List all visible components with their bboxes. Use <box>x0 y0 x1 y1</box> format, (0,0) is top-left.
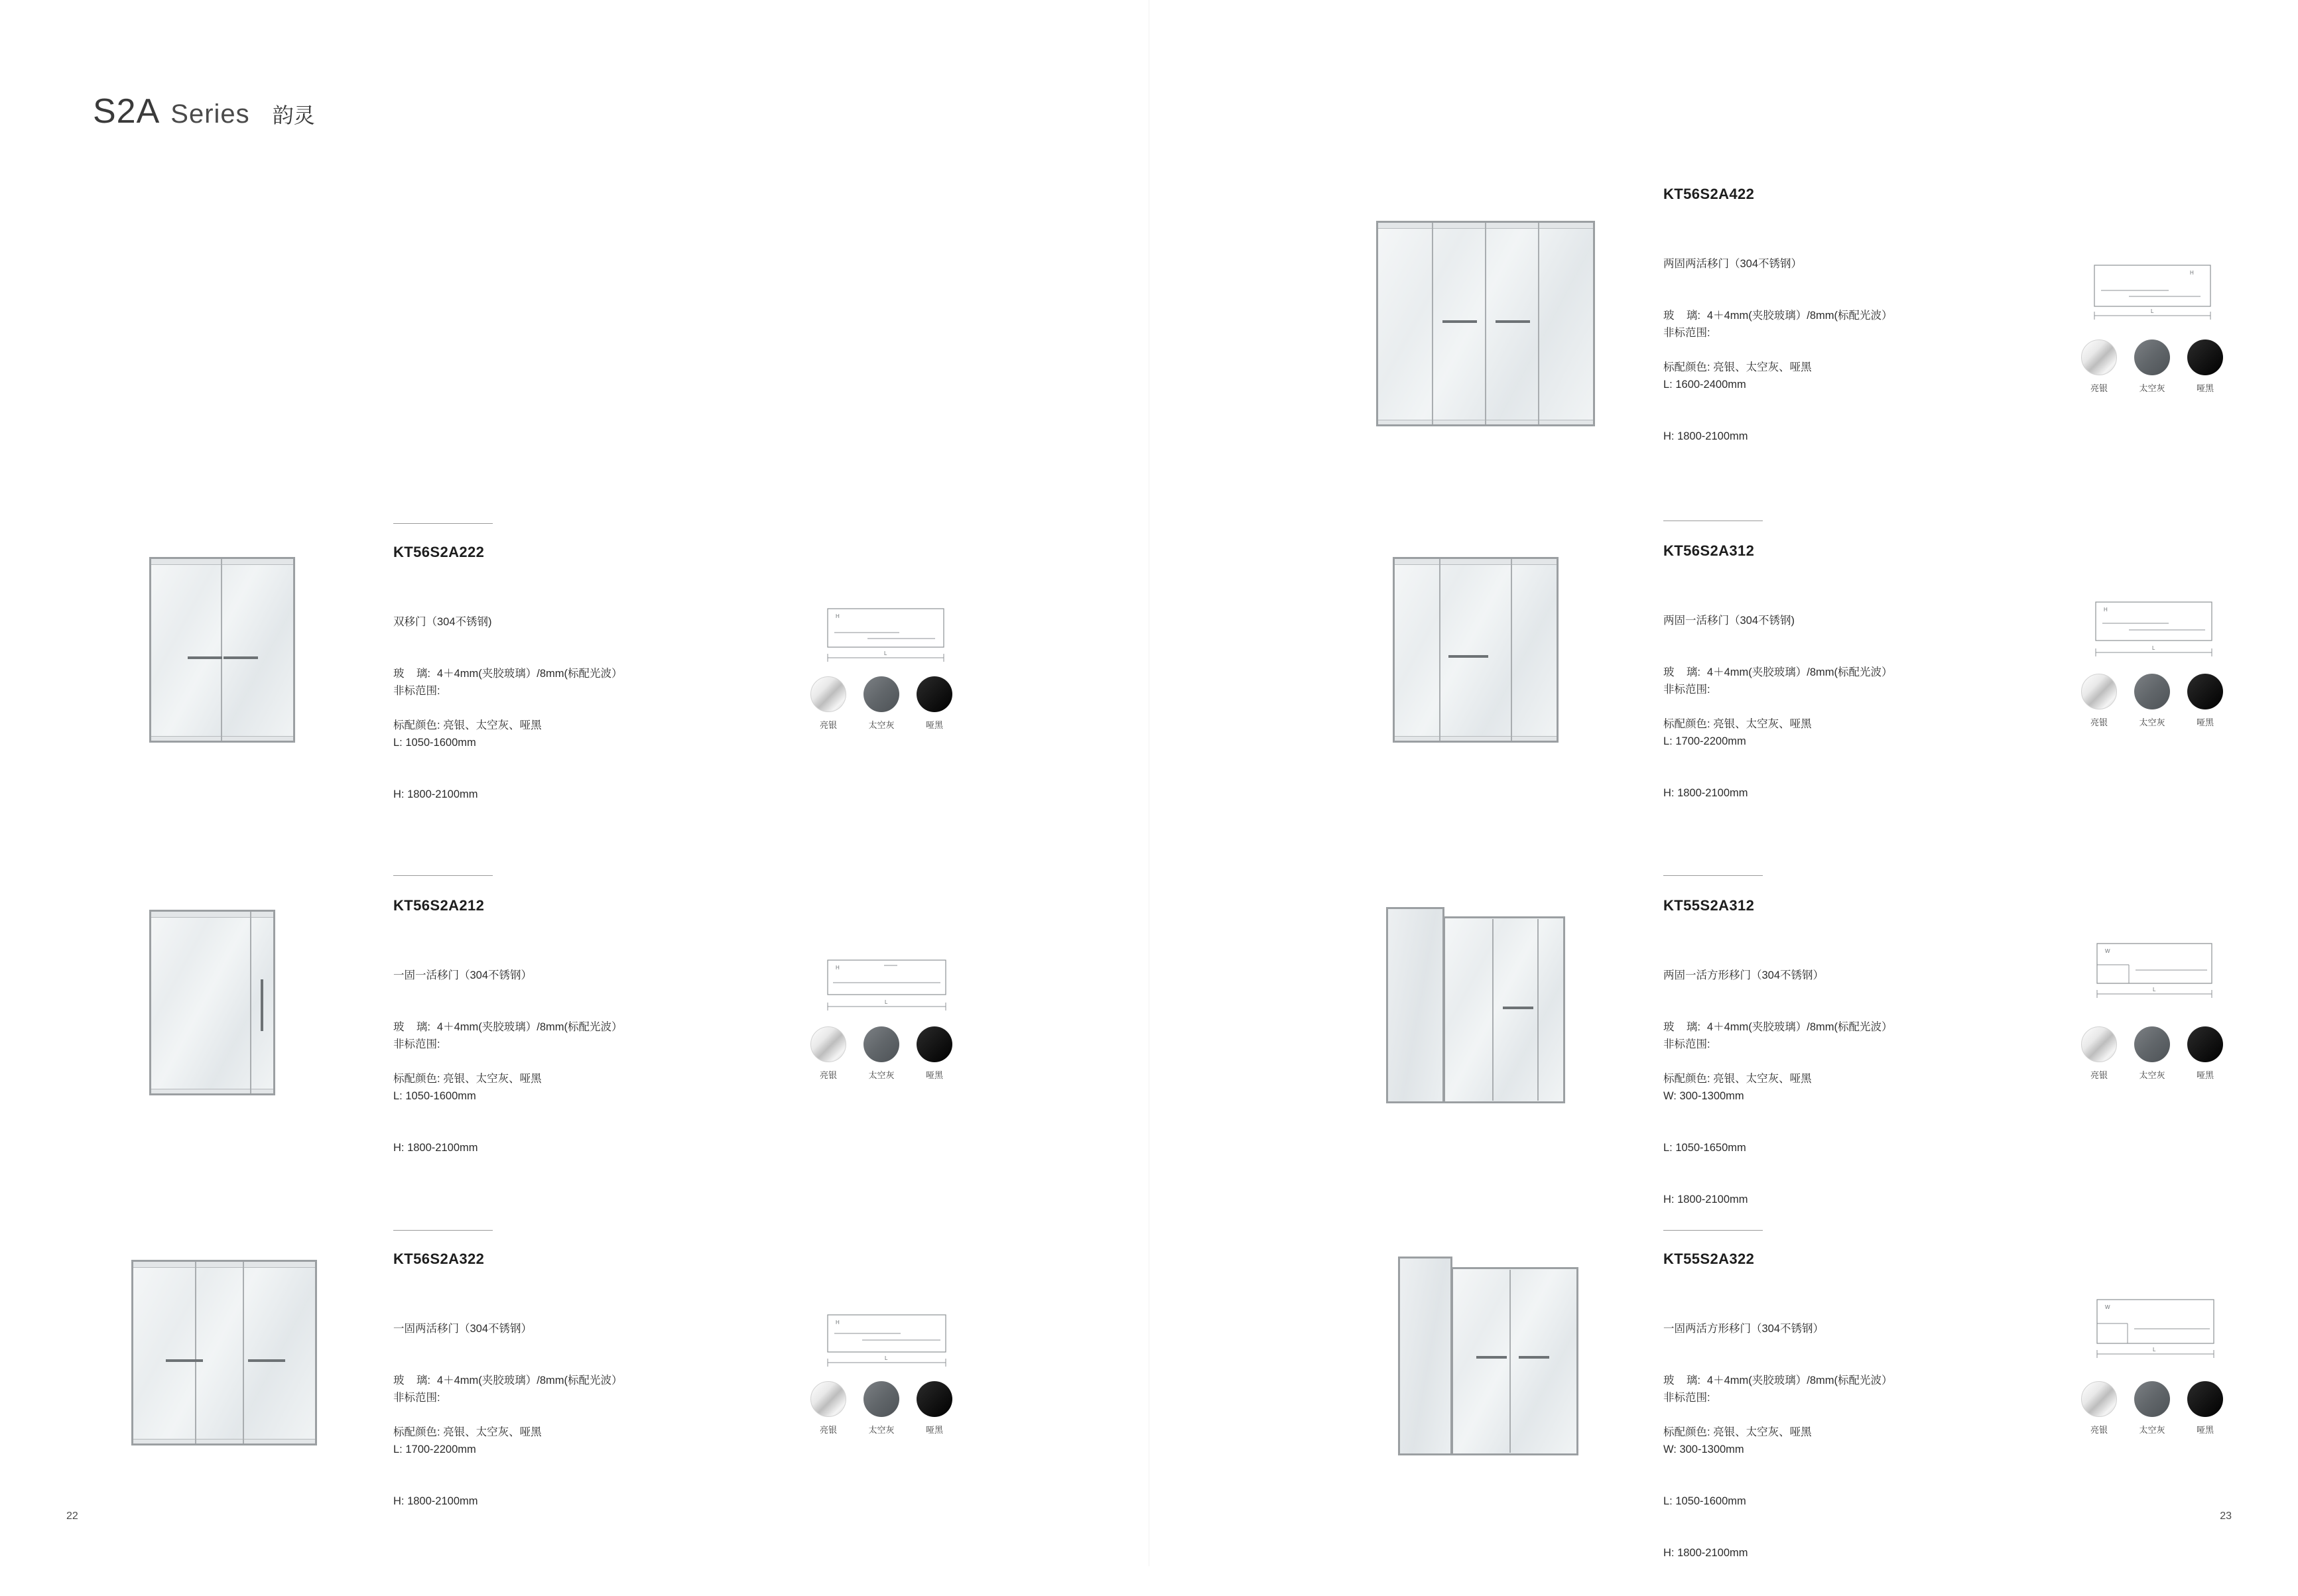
swatch-label: 太空灰 <box>2139 717 2165 727</box>
color-swatches-kt56s2a312 <box>2081 674 2223 728</box>
silver-color-dot <box>810 676 846 712</box>
swatch-black[interactable] <box>2187 1026 2223 1081</box>
page-number-left: 22 <box>66 1510 78 1522</box>
swatch-silver[interactable] <box>810 1026 846 1081</box>
silver-color-dot <box>2081 674 2117 709</box>
swatch-silver[interactable] <box>2081 1381 2117 1436</box>
range-title: 非标范围: <box>1663 1392 1710 1404</box>
technical-drawing-kt55s2a312 <box>2089 938 2222 1018</box>
swatch-label: 亮银 <box>2090 1425 2108 1435</box>
product-code: KT56S2A312 <box>1663 542 1755 559</box>
glass-value: 4＋4mm(夹胶玻璃）/8mm(标配光波） <box>1706 310 1893 322</box>
glass-value: 4＋4mm(夹胶玻璃）/8mm(标配光波） <box>436 668 623 680</box>
glass-value: 4＋4mm(夹胶玻璃）/8mm(标配光波） <box>1706 1021 1893 1033</box>
gray-color-dot <box>863 1026 899 1062</box>
svg-text:L: L <box>2152 645 2155 651</box>
range-title: 非标范围: <box>1663 684 1710 696</box>
color-swatches-kt55s2a322 <box>2081 1381 2223 1436</box>
range-line-1: L: 1050-1600mm <box>393 1090 476 1102</box>
range-title: 非标范围: <box>393 685 440 697</box>
range-line-2: H: 1800-2100mm <box>1663 430 1748 442</box>
product-render-kt56s2a312 <box>1393 557 1559 743</box>
section-rule <box>1663 875 1763 876</box>
swatch-label: 亮银 <box>819 720 837 730</box>
range-title: 非标范围: <box>1663 327 1710 339</box>
glass-label: 玻 璃: <box>1663 1021 1700 1033</box>
range-line-1: L: 1600-2400mm <box>1663 379 1746 391</box>
technical-drawing-kt56s2a322 <box>821 1310 954 1386</box>
swatch-gray[interactable] <box>863 676 899 731</box>
silver-color-dot <box>810 1381 846 1417</box>
color-line: 标配颜色: 亮银、太空灰、哑黑 <box>1663 718 1812 730</box>
svg-text:W: W <box>2105 1304 2110 1310</box>
product-type-line: 一固两活方形移门（304不锈钢） <box>1663 1323 1824 1335</box>
product-code: KT56S2A422 <box>1663 186 1755 202</box>
range-line-1: L: 1700-2200mm <box>393 1443 476 1455</box>
product-range <box>393 1001 478 1191</box>
swatch-label: 哑黑 <box>2196 1070 2214 1080</box>
black-color-dot <box>917 1381 952 1417</box>
series-header <box>93 92 315 131</box>
swatch-label: 太空灰 <box>2139 383 2165 393</box>
black-color-dot <box>2187 1026 2223 1062</box>
color-swatches-kt56s2a222 <box>810 676 952 731</box>
range-line-1: L: 1700-2200mm <box>1663 735 1746 747</box>
color-swatches-kt56s2a422 <box>2081 339 2223 394</box>
swatch-gray[interactable] <box>863 1381 899 1436</box>
product-type-line: 两固一活方形移门（304不锈钢） <box>1663 969 1824 981</box>
gray-color-dot <box>2134 1026 2170 1062</box>
range-title: 非标范围: <box>1663 1038 1710 1050</box>
svg-text:L: L <box>885 1355 888 1361</box>
page-number-right: 23 <box>2220 1510 2232 1522</box>
swatch-label: 哑黑 <box>925 1425 943 1435</box>
color-line: 标配颜色: 亮银、太空灰、哑黑 <box>1663 1426 1812 1438</box>
product-type-line: 两固一活移门（304不锈钢) <box>1663 615 1795 627</box>
swatch-label: 哑黑 <box>925 720 943 730</box>
section-rule <box>1663 1230 1763 1231</box>
glass-label: 玻 璃: <box>393 668 430 680</box>
swatch-label: 太空灰 <box>868 1425 895 1435</box>
glass-label: 玻 璃: <box>393 1021 430 1033</box>
product-range <box>1663 290 1748 479</box>
product-render-kt56s2a222 <box>149 557 295 743</box>
range-line-3: H: 1800-2100mm <box>1663 1547 1748 1559</box>
black-color-dot <box>2187 674 2223 709</box>
range-line-1: W: 300-1300mm <box>1663 1443 1744 1455</box>
technical-drawing-kt56s2a212 <box>821 955 954 1031</box>
glass-value: 4＋4mm(夹胶玻璃）/8mm(标配光波） <box>436 1021 623 1033</box>
swatch-black[interactable] <box>2187 674 2223 728</box>
swatch-label: 哑黑 <box>2196 383 2214 393</box>
swatch-label: 亮银 <box>819 1425 837 1435</box>
swatch-label: 太空灰 <box>868 720 895 730</box>
svg-text:L: L <box>884 650 887 656</box>
svg-text:H: H <box>2104 607 2108 613</box>
product-type-line: 一固一活移门（304不锈钢） <box>393 969 533 981</box>
range-line-1: L: 1050-1600mm <box>393 737 476 749</box>
color-line: 标配颜色: 亮银、太空灰、哑黑 <box>1663 1073 1812 1085</box>
silver-color-dot <box>2081 1026 2117 1062</box>
range-line-3: H: 1800-2100mm <box>1663 1194 1748 1205</box>
svg-text:W: W <box>2105 948 2110 954</box>
gray-color-dot <box>863 1381 899 1417</box>
gray-color-dot <box>2134 674 2170 709</box>
glass-label: 玻 璃: <box>1663 310 1700 322</box>
range-title: 非标范围: <box>393 1392 440 1404</box>
product-code: KT56S2A322 <box>393 1251 485 1267</box>
svg-text:L: L <box>2153 987 2156 993</box>
silver-color-dot <box>2081 1381 2117 1417</box>
swatch-silver[interactable] <box>2081 339 2117 394</box>
product-render-kt56s2a212 <box>149 910 275 1095</box>
series-chinese-name: 韵灵 <box>272 103 315 127</box>
swatch-label: 亮银 <box>2090 383 2108 393</box>
technical-drawing-kt56s2a222 <box>821 603 954 676</box>
swatch-label: 哑黑 <box>2196 717 2214 727</box>
section-rule <box>393 875 493 876</box>
product-code: KT55S2A322 <box>1663 1251 1755 1267</box>
technical-drawing-kt56s2a422 <box>2089 259 2218 332</box>
swatch-black[interactable] <box>2187 1381 2223 1436</box>
black-color-dot <box>917 1026 952 1062</box>
series-word: Series <box>170 99 250 129</box>
gray-color-dot <box>863 676 899 712</box>
color-swatches-kt56s2a212 <box>810 1026 952 1081</box>
color-line: 标配颜色: 亮银、太空灰、哑黑 <box>393 1426 542 1438</box>
range-line-2: H: 1800-2100mm <box>1663 787 1748 799</box>
glass-value: 4＋4mm(夹胶玻璃）/8mm(标配光波） <box>1706 1375 1893 1386</box>
swatch-label: 亮银 <box>2090 1070 2108 1080</box>
range-line-2: L: 1050-1650mm <box>1663 1142 1746 1154</box>
swatch-label: 亮银 <box>819 1070 837 1080</box>
product-range <box>393 648 478 837</box>
swatch-gray[interactable] <box>2134 1026 2170 1081</box>
swatch-silver[interactable] <box>810 1381 846 1436</box>
black-color-dot <box>917 676 952 712</box>
swatch-label: 哑黑 <box>925 1070 943 1080</box>
product-range <box>1663 1001 1748 1243</box>
range-line-2: H: 1800-2100mm <box>393 1142 478 1154</box>
product-code: KT56S2A222 <box>393 544 485 560</box>
section-rule <box>393 1230 493 1231</box>
product-range <box>1663 1355 1748 1596</box>
glass-label: 玻 璃: <box>1663 666 1700 678</box>
glass-value: 4＋4mm(夹胶玻璃）/8mm(标配光波） <box>1706 666 1893 678</box>
series-code: S2A <box>93 92 160 131</box>
glass-value: 4＋4mm(夹胶玻璃）/8mm(标配光波） <box>436 1375 623 1386</box>
swatch-gray[interactable] <box>2134 339 2170 394</box>
black-color-dot <box>2187 1381 2223 1417</box>
color-line: 标配颜色: 亮银、太空灰、哑黑 <box>1663 361 1812 373</box>
gray-color-dot <box>2134 339 2170 375</box>
swatch-label: 亮银 <box>2090 717 2108 727</box>
swatch-black[interactable] <box>917 1026 952 1081</box>
product-range <box>393 1355 478 1544</box>
section-rule <box>393 523 493 524</box>
svg-text:H: H <box>2190 270 2194 276</box>
svg-text:L: L <box>2153 1347 2156 1353</box>
range-line-2: L: 1050-1600mm <box>1663 1495 1746 1507</box>
svg-text:H: H <box>836 1320 840 1325</box>
product-type-line: 一固两活移门（304不锈钢） <box>393 1323 533 1335</box>
color-swatches-kt55s2a312 <box>2081 1026 2223 1081</box>
range-line-2: H: 1800-2100mm <box>393 788 478 800</box>
range-line-1: W: 300-1300mm <box>1663 1090 1744 1102</box>
color-line: 标配颜色: 亮银、太空灰、哑黑 <box>393 719 542 731</box>
swatch-label: 哑黑 <box>2196 1425 2214 1435</box>
svg-text:H: H <box>836 613 840 619</box>
swatch-label: 太空灰 <box>2139 1070 2165 1080</box>
color-line: 标配颜色: 亮银、太空灰、哑黑 <box>393 1073 542 1085</box>
svg-text:L: L <box>2151 308 2154 314</box>
swatch-gray[interactable] <box>2134 1381 2170 1436</box>
product-render-kt55s2a312 <box>1386 907 1565 1103</box>
product-code: KT55S2A312 <box>1663 897 1755 914</box>
technical-drawing-kt56s2a312 <box>2089 597 2222 673</box>
swatch-black[interactable] <box>917 1381 952 1436</box>
product-type-line: 两固两活移门（304不锈钢） <box>1663 258 1803 270</box>
swatch-silver[interactable] <box>2081 1026 2117 1081</box>
color-swatches-kt56s2a322 <box>810 1381 952 1436</box>
svg-text:L: L <box>885 999 888 1005</box>
technical-drawing-kt55s2a322 <box>2089 1294 2222 1377</box>
product-render-kt56s2a422 <box>1376 221 1595 426</box>
swatch-silver[interactable] <box>2081 674 2117 728</box>
glass-label: 玻 璃: <box>1663 1375 1700 1386</box>
silver-color-dot <box>810 1026 846 1062</box>
swatch-gray[interactable] <box>863 1026 899 1081</box>
swatch-gray[interactable] <box>2134 674 2170 728</box>
swatch-label: 太空灰 <box>868 1070 895 1080</box>
gray-color-dot <box>2134 1381 2170 1417</box>
black-color-dot <box>2187 339 2223 375</box>
swatch-silver[interactable] <box>810 676 846 731</box>
product-render-kt55s2a322 <box>1398 1257 1578 1455</box>
svg-text:H: H <box>836 965 840 971</box>
swatch-black[interactable] <box>2187 339 2223 394</box>
range-title: 非标范围: <box>393 1038 440 1050</box>
product-render-kt56s2a322 <box>131 1260 317 1445</box>
swatch-label: 太空灰 <box>2139 1425 2165 1435</box>
silver-color-dot <box>2081 339 2117 375</box>
swatch-black[interactable] <box>917 676 952 731</box>
product-range <box>1663 646 1748 836</box>
glass-label: 玻 璃: <box>393 1375 430 1386</box>
product-code: KT56S2A212 <box>393 897 485 914</box>
range-line-2: H: 1800-2100mm <box>393 1495 478 1507</box>
product-type-line: 双移门（304不锈钢) <box>393 616 492 628</box>
